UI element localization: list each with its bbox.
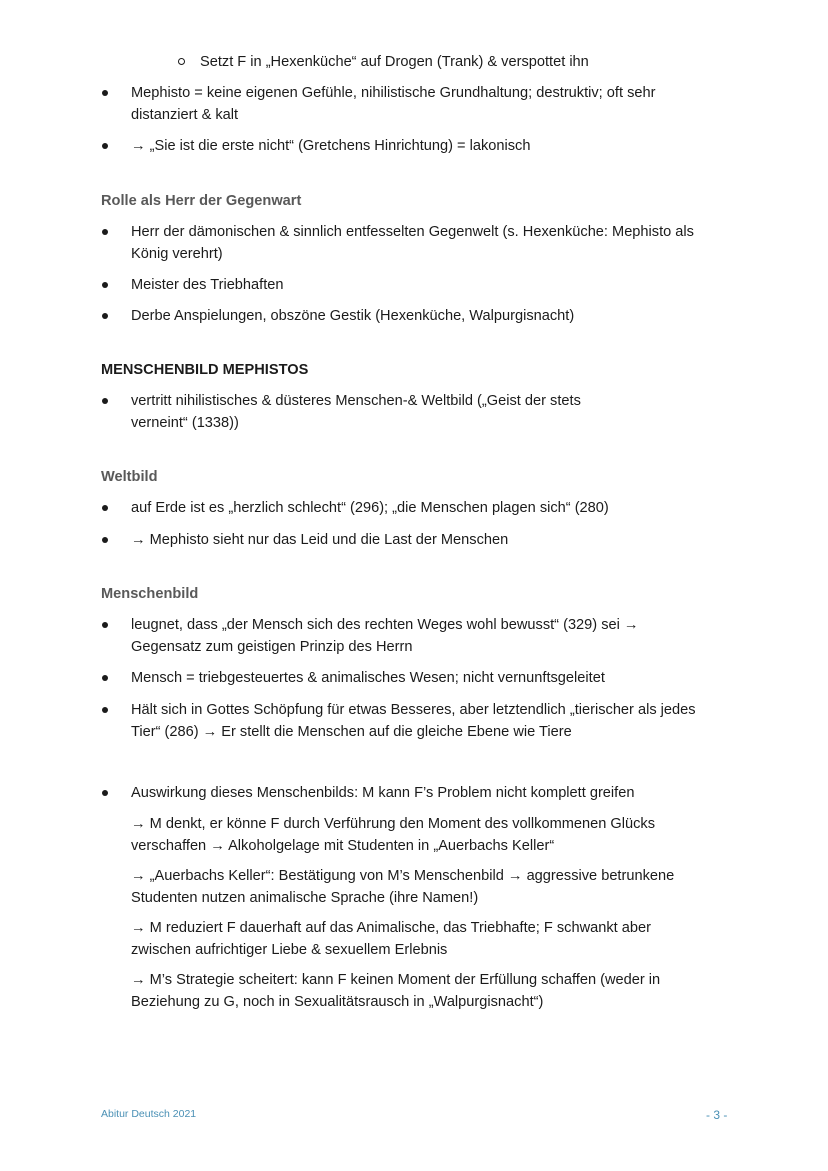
bullet-text: → „Sie ist die erste nicht“ (Gretchens Hinrichtung) = lakonisch: [131, 138, 531, 154]
indented-paragraph-continued: zwischen aufrichtiger Liebe & sexuellem Erlebnis: [131, 942, 448, 958]
bullet-text-continued: König verehrt): [131, 246, 223, 262]
bullet-text: Hält sich in Gottes Schöpfung für etwas Besseres, aber letztendlich „tierischer als jedes: [131, 702, 696, 718]
sub-bullet-text: Setzt F in „Hexenküche“ auf Drogen (Trank) & verspottet ihn: [200, 54, 589, 70]
bullet-text: Herr der dämonischen & sinnlich entfesselten Gegenwelt (s. Hexenküche: Mephisto als: [131, 224, 694, 240]
indented-paragraph: → M denkt, er könne F durch Verführung den Moment des vollkommenen Glücks: [131, 816, 656, 832]
bullet-text-continued: verneint“ (1338)): [131, 415, 239, 431]
indented-paragraph-continued: Studenten nutzen animalische Sprache (ihre Namen!): [131, 890, 479, 906]
bullet-icon: [102, 398, 108, 404]
bullet-icon: [102, 282, 108, 288]
bullet-text-continued: Tier“ (286) → Er stellt die Menschen auf die gleiche Ebene wie Tiere: [131, 724, 572, 740]
indented-paragraph-continued: verschaffen → Alkoholgelage mit Studenten in „Auerbachs Keller“: [131, 838, 555, 854]
bullet-icon: [102, 675, 108, 681]
bullet-text: leugnet, dass „der Mensch sich des rechten Weges wohl bewusst“ (329) sei →: [131, 617, 639, 633]
section-heading: Menschenbild: [101, 586, 199, 602]
footer-title: Abitur Deutsch 2021: [101, 1108, 197, 1120]
section-heading: Rolle als Herr der Gegenwart: [101, 193, 302, 209]
section-heading: MENSCHENBILD MEPHISTOS: [101, 362, 309, 378]
bullet-icon: [102, 143, 108, 149]
bullet-text: Mephisto = keine eigenen Gefühle, nihilistische Grundhaltung; destruktiv; oft sehr: [131, 85, 656, 101]
bullet-icon: [102, 622, 108, 628]
sub-bullet-icon: [178, 58, 185, 65]
bullet-text: vertritt nihilistisches & düsteres Menschen-& Weltbild („Geist der stets: [131, 393, 581, 409]
indented-paragraph-continued: Beziehung zu G, noch in Sexualitätsrausch in „Walpurgisnacht“): [131, 994, 544, 1010]
bullet-text: Derbe Anspielungen, obszöne Gestik (Hexenküche, Walpurgisnacht): [131, 308, 575, 324]
bullet-text: → Mephisto sieht nur das Leid und die Last der Menschen: [131, 532, 509, 548]
indented-paragraph: → M reduziert F dauerhaft auf das Animalische, das Triebhafte; F schwankt aber: [131, 920, 651, 936]
bullet-text: auf Erde ist es „herzlich schlecht“ (296); „die Menschen plagen sich“ (280): [131, 500, 609, 516]
bullet-text: Mensch = triebgesteuertes & animalisches Wesen; nicht vernunftsgeleitet: [131, 670, 605, 686]
page-number: - 3 -: [706, 1108, 728, 1122]
indented-paragraph: → „Auerbachs Keller“: Bestätigung von M’s Menschenbild → aggressive betrunkene: [131, 868, 675, 884]
bullet-text: Auswirkung dieses Menschenbilds: M kann F’s Problem nicht komplett greifen: [131, 785, 635, 801]
bullet-icon: [102, 790, 108, 796]
bullet-text-continued: distanziert & kalt: [131, 107, 239, 123]
bullet-text-continued: Gegensatz zum geistigen Prinzip des Herrn: [131, 639, 413, 655]
bullet-icon: [102, 229, 108, 235]
bullet-icon: [102, 90, 108, 96]
bullet-icon: [102, 537, 108, 543]
section-heading: Weltbild: [101, 469, 158, 485]
bullet-text: Meister des Triebhaften: [131, 277, 284, 293]
bullet-icon: [102, 505, 108, 511]
indented-paragraph: → M’s Strategie scheitert: kann F keinen Moment der Erfüllung schaffen (weder in: [131, 972, 661, 988]
bullet-icon: [102, 707, 108, 713]
bullet-icon: [102, 313, 108, 319]
